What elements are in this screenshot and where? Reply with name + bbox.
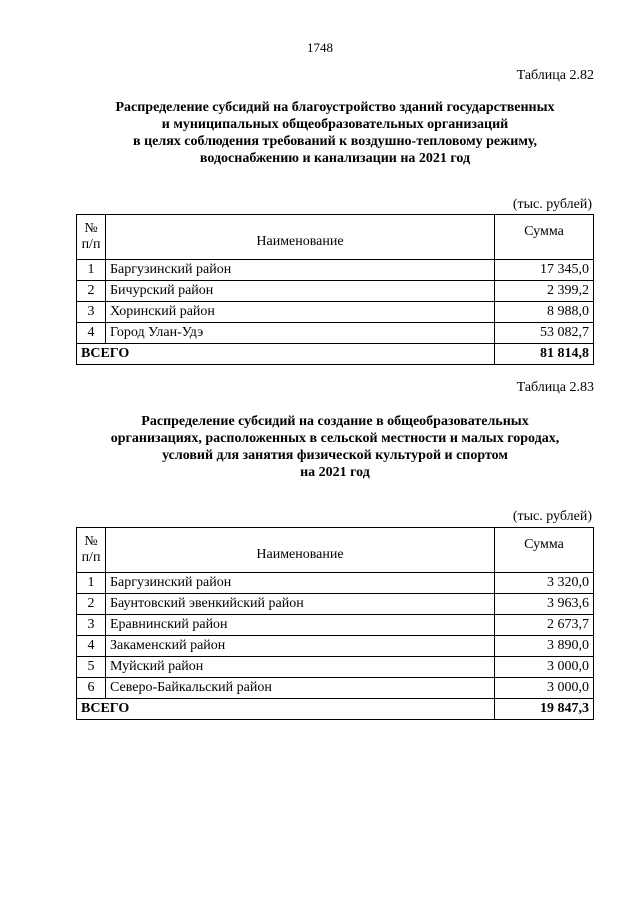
table-row bbox=[77, 302, 594, 323]
title-line: на 2021 год bbox=[300, 465, 370, 480]
row-name: Баунтовский эвенкийский район bbox=[106, 594, 495, 615]
total-row bbox=[77, 699, 594, 720]
title-line: в целях соблюдения требований к воздушно-тепловому режиму, bbox=[133, 134, 537, 149]
subsidy-table-2-83 bbox=[76, 527, 594, 720]
row-sum: 3 890,0 bbox=[495, 636, 594, 657]
row-num: 3 bbox=[77, 615, 106, 636]
col-header-num: № п/п bbox=[77, 215, 106, 260]
unit-label: (тыс. рублей) bbox=[512, 509, 592, 524]
table-row bbox=[77, 636, 594, 657]
row-num: 2 bbox=[77, 594, 106, 615]
row-name: Бичурский район bbox=[106, 281, 495, 302]
row-sum: 2 673,7 bbox=[495, 615, 594, 636]
title-line: водоснабжению и канализации на 2021 год bbox=[199, 151, 471, 166]
subsidy-table-2-82 bbox=[76, 214, 594, 365]
row-name: Еравнинский район bbox=[106, 615, 495, 636]
table-row bbox=[77, 615, 594, 636]
title-line: Распределение субсидий на создание в общеобразовательных bbox=[141, 414, 529, 429]
row-sum: 3 000,0 bbox=[495, 678, 594, 699]
table-title-2-82 bbox=[76, 99, 594, 167]
table-label-2-82: Таблица 2.82 bbox=[516, 68, 594, 83]
row-num: 3 bbox=[77, 302, 106, 323]
row-sum: 8 988,0 bbox=[495, 302, 594, 323]
row-name: Город Улан-Удэ bbox=[106, 323, 495, 344]
table-row bbox=[77, 323, 594, 344]
row-sum: 2 399,2 bbox=[495, 281, 594, 302]
row-num: 4 bbox=[77, 636, 106, 657]
total-sum: 81 814,8 bbox=[495, 344, 594, 365]
table-row bbox=[77, 678, 594, 699]
title-line: и муниципальных общеобразовательных организаций bbox=[161, 117, 509, 132]
row-name: Баргузинский район bbox=[106, 260, 495, 281]
page-number: 1748 bbox=[307, 40, 333, 55]
row-num: 6 bbox=[77, 678, 106, 699]
row-sum: 3 000,0 bbox=[495, 657, 594, 678]
table-row bbox=[77, 657, 594, 678]
row-name: Хоринский район bbox=[106, 302, 495, 323]
title-line: условий для занятия физической культурой и спортом bbox=[162, 448, 508, 463]
col-header-num: № п/п bbox=[77, 528, 106, 573]
row-num: 5 bbox=[77, 657, 106, 678]
col-header-sum: Сумма bbox=[495, 215, 594, 260]
title-line: организациях, расположенных в сельской местности и малых городах, bbox=[110, 431, 560, 446]
title-line: Распределение субсидий на благоустройство зданий государственных bbox=[115, 100, 555, 115]
row-name: Муйский район bbox=[106, 657, 495, 678]
row-num: 1 bbox=[77, 260, 106, 281]
table-header-row bbox=[77, 528, 594, 573]
total-row bbox=[77, 344, 594, 365]
table-row bbox=[77, 594, 594, 615]
table-title-2-83 bbox=[76, 413, 594, 481]
row-name: Закаменский район bbox=[106, 636, 495, 657]
row-sum: 17 345,0 bbox=[495, 260, 594, 281]
row-name: Северо-Байкальский район bbox=[106, 678, 495, 699]
table-row bbox=[77, 260, 594, 281]
table-row bbox=[77, 573, 594, 594]
col-header-sum: Сумма bbox=[495, 528, 594, 573]
row-sum: 3 963,6 bbox=[495, 594, 594, 615]
row-num: 4 bbox=[77, 323, 106, 344]
total-sum: 19 847,3 bbox=[495, 699, 594, 720]
total-label: ВСЕГО bbox=[77, 699, 495, 720]
row-sum: 53 082,7 bbox=[495, 323, 594, 344]
total-label: ВСЕГО bbox=[77, 344, 495, 365]
col-header-name: Наименование bbox=[106, 215, 495, 260]
row-sum: 3 320,0 bbox=[495, 573, 594, 594]
table-row bbox=[77, 281, 594, 302]
col-header-name: Наименование bbox=[106, 528, 495, 573]
row-num: 2 bbox=[77, 281, 106, 302]
table-label-2-83: Таблица 2.83 bbox=[516, 380, 594, 395]
table-header-row bbox=[77, 215, 594, 260]
row-name: Баргузинский район bbox=[106, 573, 495, 594]
unit-label: (тыс. рублей) bbox=[512, 197, 592, 212]
row-num: 1 bbox=[77, 573, 106, 594]
